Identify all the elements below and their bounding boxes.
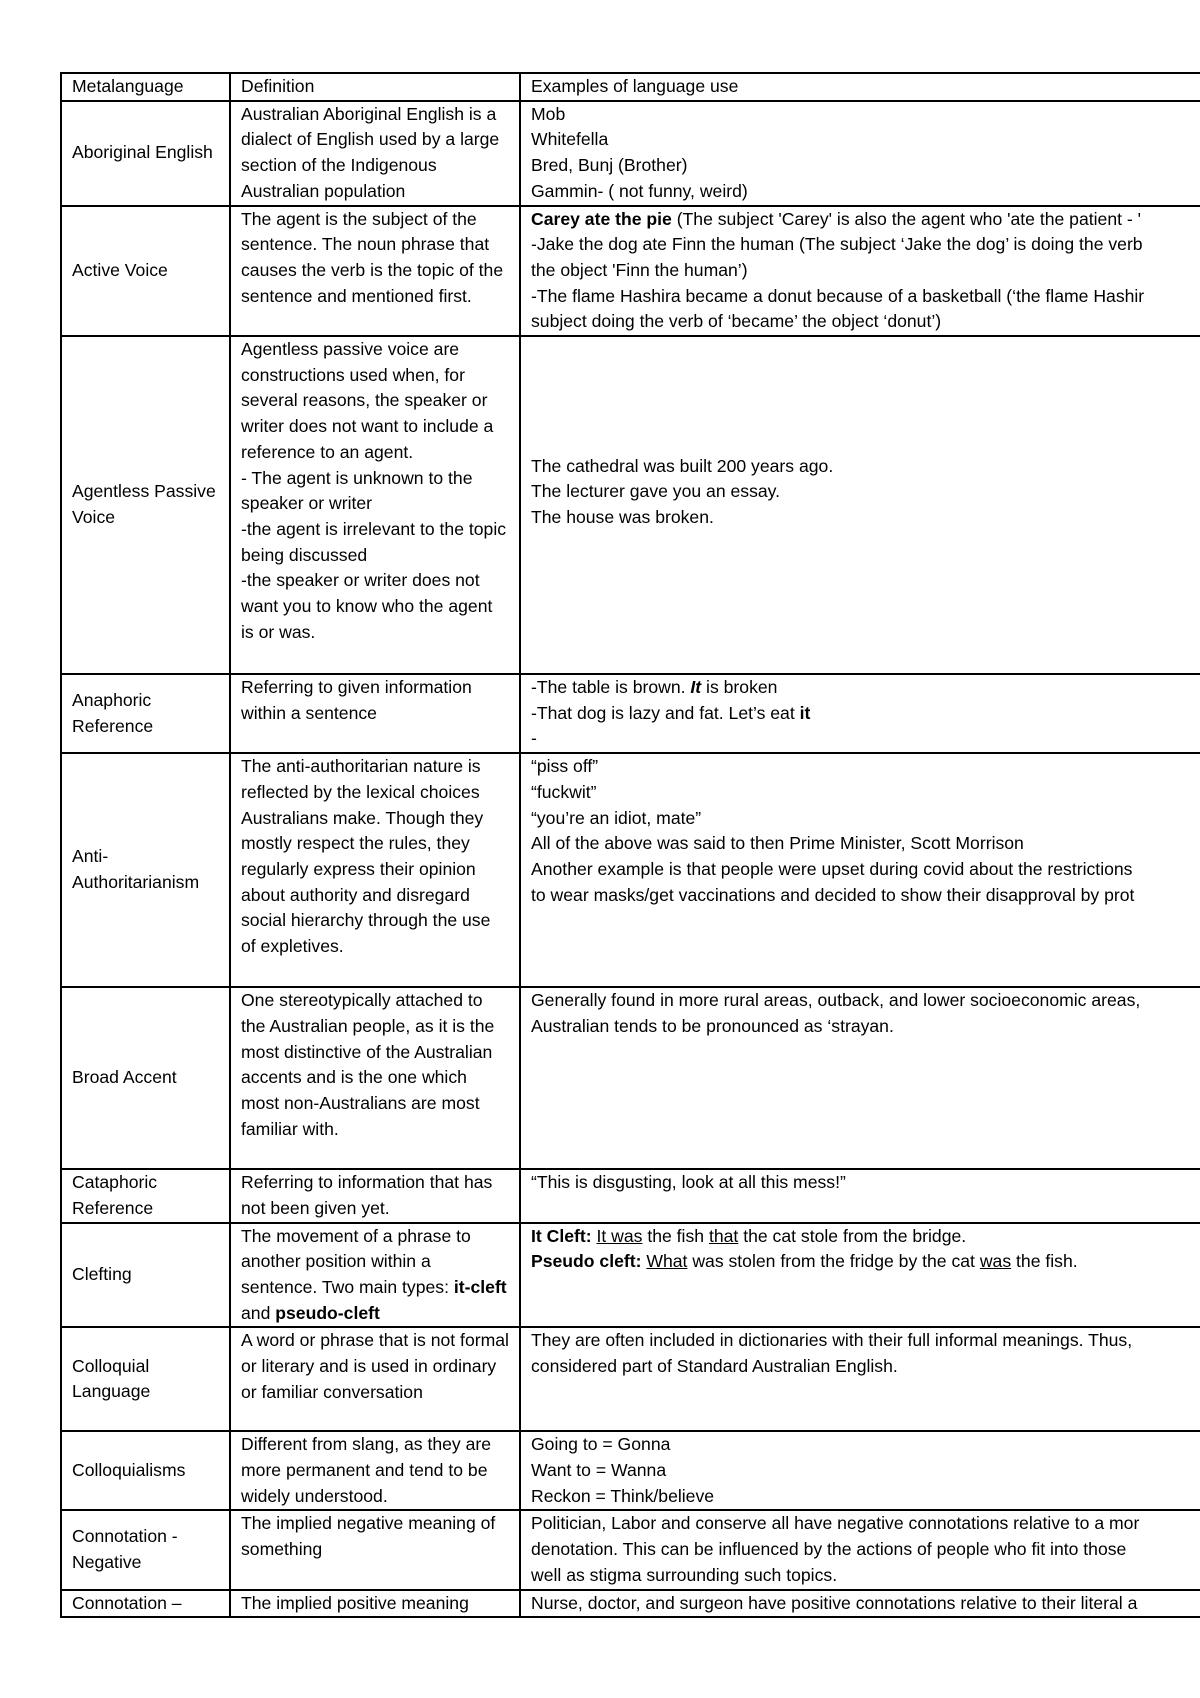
definition-emphasis: pseudo-cleft — [275, 1302, 380, 1323]
example-line: -Jake the dog ate Finn the human (The subject ‘Jake the dog’ is doing the verb — [531, 234, 1143, 255]
example-line: “fuckwit” — [531, 781, 597, 802]
examples-cell — [520, 1223, 1200, 1328]
table-row — [61, 1590, 1200, 1618]
example-text: is broken — [701, 677, 778, 698]
header-definition: Definition — [230, 73, 520, 101]
term-cell: Cataphoric Reference — [61, 1169, 230, 1222]
examples-cell — [520, 1431, 1200, 1510]
definition-cell: The agent is the subject of the sentence. The noun phrase that causes the verb is the topic of the sentence and mentioned first. — [230, 206, 520, 337]
definition-cell: A word or phrase that is not formal or literary and is used in ordinary or familiar conversation — [230, 1327, 520, 1431]
example-line: Whitefella — [531, 129, 609, 150]
definition-text: The movement of a phrase to another position within a sentence. Two main types: — [241, 1225, 471, 1297]
examples-cell — [520, 206, 1200, 337]
term-cell: Aboriginal English — [61, 101, 230, 206]
definition-cell: Referring to given information within a sentence — [230, 674, 520, 753]
example-text: (The subject 'Carey' is also the agent who 'ate the patient - ' — [671, 208, 1141, 229]
table-row — [61, 1327, 1200, 1431]
examples-cell — [520, 1590, 1200, 1618]
definition-cell — [230, 1223, 520, 1328]
example-emphasis: it — [799, 702, 811, 723]
definition-line: Agentless passive voice are constructions used when, for several reasons, the speaker or writer does not want to include a reference to an agent. — [241, 339, 494, 462]
example-bold: It Cleft: — [531, 1225, 592, 1246]
example-line: The cathedral was built 200 years ago. — [531, 455, 834, 476]
table-row — [61, 1431, 1200, 1510]
example-line: Another example is that people were upset during covid about the restrictions — [531, 858, 1133, 879]
header-examples: Examples of language use — [520, 73, 1200, 101]
table-row — [61, 206, 1200, 337]
example-line: considered part of Standard Australian English. — [531, 1356, 898, 1377]
examples-cell — [520, 101, 1200, 206]
example-text: -The table is brown. — [531, 677, 691, 698]
example-text: was stolen from the fridge by the cat — [687, 1251, 980, 1272]
example-line: to wear masks/get vaccinations and decided to show their disapproval by prot — [531, 884, 1135, 905]
example-line: - — [531, 728, 537, 749]
definition-cell: The implied negative meaning of something — [230, 1510, 520, 1589]
example-text: the cat stole from the bridge. — [738, 1225, 967, 1246]
term-cell: Clefting — [61, 1223, 230, 1328]
examples-cell — [520, 1169, 1200, 1222]
example-line: Australian tends to be pronounced as ‘strayan. — [531, 1015, 894, 1036]
example-line: subject doing the verb of ‘became’ the object ‘donut’) — [531, 311, 942, 332]
example-bold: Pseudo cleft: — [531, 1251, 642, 1272]
example-line: the object 'Finn the human’) — [531, 259, 748, 280]
header-metalanguage: Metalanguage — [61, 73, 230, 101]
example-line — [531, 1249, 1200, 1275]
example-underline: was — [979, 1251, 1012, 1272]
example-emphasis: It — [690, 677, 702, 698]
table-row — [61, 1510, 1200, 1589]
example-line: “This is disgusting, look at all this mess!” — [531, 1172, 846, 1193]
example-line: “piss off” — [531, 756, 599, 777]
examples-cell — [520, 1510, 1200, 1589]
example-line: The lecturer gave you an essay. — [531, 481, 781, 502]
example-line: Reckon = Think/believe — [531, 1485, 715, 1506]
term-cell: Anaphoric Reference — [61, 674, 230, 753]
example-line: -The flame Hashira became a donut because of a basketball (‘the flame Hashir — [531, 285, 1145, 306]
definition-cell: One stereotypically attached to the Australian people, as it is the most distinctive of the Australian accents and is the one which most non-Australians are most familiar with. — [230, 987, 520, 1169]
definition-cell: Different from slang, as they are more permanent and tend to be widely understood. — [230, 1431, 520, 1510]
example-text: -That dog is lazy and fat. Let’s eat — [531, 702, 800, 723]
example-line — [531, 675, 1200, 701]
table-row — [61, 101, 1200, 206]
metalanguage-table — [60, 72, 1200, 1618]
table-row — [61, 1169, 1200, 1222]
term-cell: Colloquialisms — [61, 1431, 230, 1510]
example-line: All of the above was said to then Prime Minister, Scott Morrison — [531, 833, 1024, 854]
term-cell: Active Voice — [61, 206, 230, 337]
definition-emphasis: it-cleft — [453, 1276, 507, 1297]
example-line: The house was broken. — [531, 507, 714, 528]
example-text: the fish — [642, 1225, 709, 1246]
example-bold: Carey ate the pie — [531, 208, 672, 229]
table-row — [61, 1223, 1200, 1328]
table-row — [61, 336, 1200, 674]
definition-cell: The anti-authoritarian nature is reflected by the lexical choices Australians make. Though they mostly respect the rules, they regularly express their opinion about authority and disregard social hierarchy through the use of expletives. — [230, 753, 520, 987]
table-row — [61, 987, 1200, 1169]
term-cell: Agentless Passive Voice — [61, 336, 230, 674]
example-line: “you’re an idiot, mate” — [531, 807, 702, 828]
example-line: They are often included in dictionaries with their full informal meanings. Thus, — [531, 1330, 1133, 1351]
table-row — [61, 674, 1200, 753]
example-line — [531, 701, 1200, 727]
definition-cell — [230, 336, 520, 674]
example-line: denotation. This can be influenced by the actions of people who fit into those — [531, 1539, 1127, 1560]
example-line: Generally found in more rural areas, outback, and lower socioeconomic areas, — [531, 990, 1141, 1011]
definition-line: -the agent is irrelevant to the topic being discussed — [241, 518, 507, 565]
definition-cell: Australian Aboriginal English is a dialect of English used by a large section of the Indigenous Australian population — [230, 101, 520, 206]
example-underline: that — [708, 1225, 739, 1246]
example-line: well as stigma surrounding such topics. — [531, 1564, 838, 1585]
term-cell: Anti-Authoritarianism — [61, 753, 230, 987]
examples-cell — [520, 1327, 1200, 1431]
example-line: Nurse, doctor, and surgeon have positive connotations relative to their literal a — [531, 1592, 1138, 1613]
definition-cell: The implied positive meaning — [230, 1590, 520, 1618]
definition-line: - The agent is unknown to the speaker or writer — [241, 467, 473, 514]
examples-cell — [520, 674, 1200, 753]
term-cell: Connotation - Negative — [61, 1510, 230, 1589]
examples-cell — [520, 753, 1200, 987]
definition-line: -the speaker or writer does not want you to know who the agent is or was. — [241, 570, 493, 642]
definition-text: and — [241, 1302, 276, 1323]
example-line: Mob — [531, 103, 566, 124]
term-cell: Broad Accent — [61, 987, 230, 1169]
example-underline: What — [646, 1251, 688, 1272]
term-cell: Colloquial Language — [61, 1327, 230, 1431]
example-line: Want to = Wanna — [531, 1460, 667, 1481]
definition-cell: Referring to information that has not been given yet. — [230, 1169, 520, 1222]
term-cell: Connotation – — [61, 1590, 230, 1618]
example-line: Bred, Bunj (Brother) — [531, 155, 688, 176]
examples-cell — [520, 336, 1200, 674]
example-text: the fish. — [1011, 1251, 1078, 1272]
example-line: Going to = Gonna — [531, 1434, 671, 1455]
example-underline: It was — [596, 1225, 643, 1246]
example-spacer — [531, 531, 1200, 557]
table-row — [61, 753, 1200, 987]
example-line: Politician, Labor and conserve all have negative connotations relative to a mor — [531, 1513, 1140, 1534]
example-line — [531, 207, 1200, 233]
example-line: Gammin- ( not funny, weird) — [531, 180, 748, 201]
example-line — [531, 1224, 1200, 1250]
table-header-row — [61, 73, 1200, 101]
examples-cell — [520, 987, 1200, 1169]
